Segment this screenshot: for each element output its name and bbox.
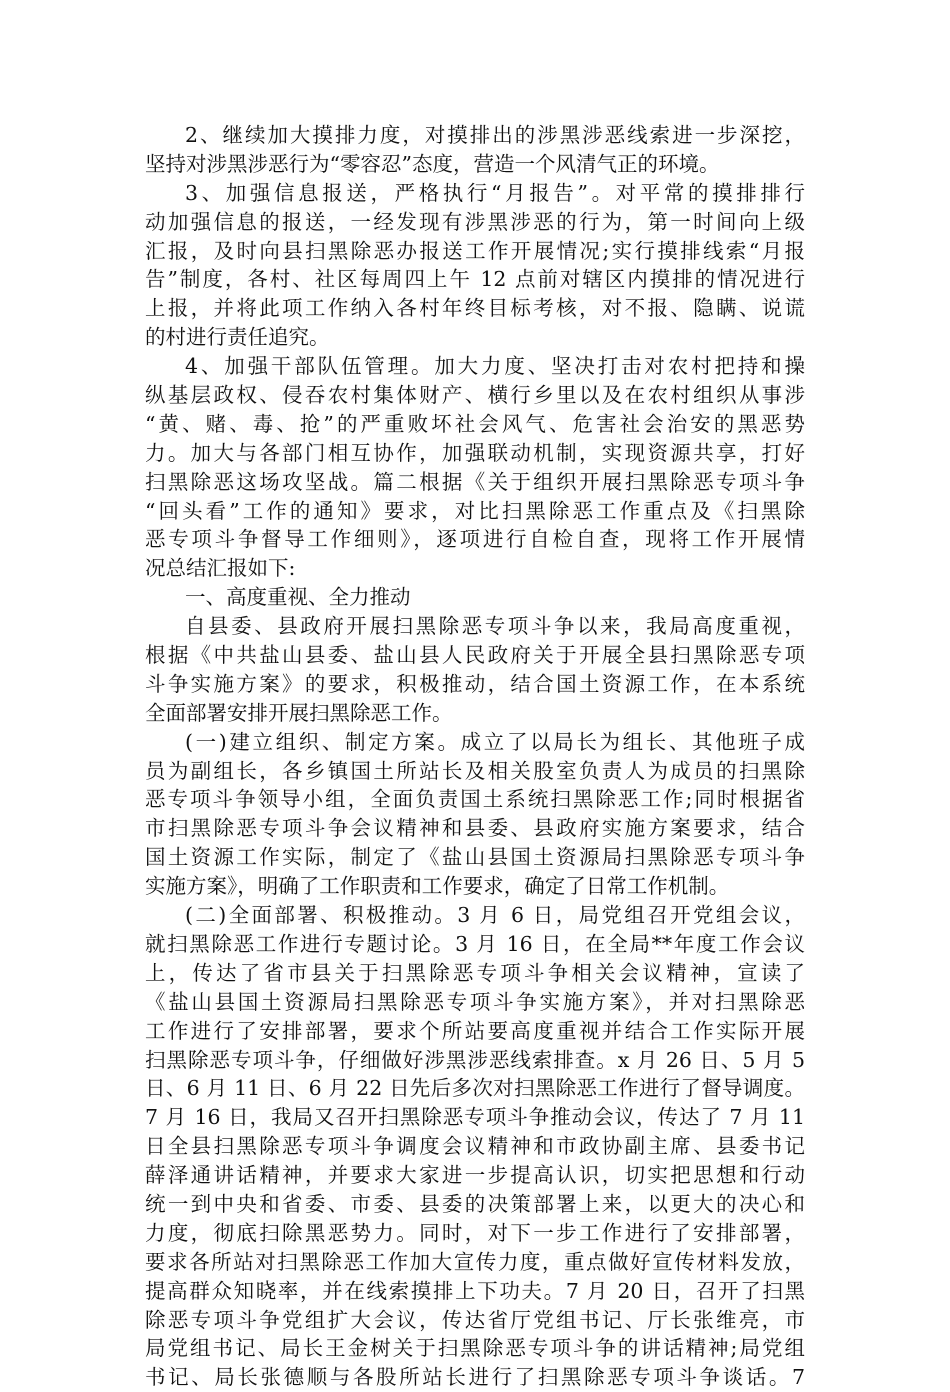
text-line: 纵基层政权、侵吞农村集体财产、横行乡里以及在农村组织从事涉 — [145, 383, 805, 408]
text-line: 恶专项斗争领导小组，全面负责国土系统扫黑除恶工作;同时根据省 — [145, 787, 805, 812]
text-line: 日全县扫黑除恶专项斗争调度会议精神和市政协副主席、县委书记 — [145, 1134, 805, 1159]
text-line: 根据《中共盐山县委、盐山县人民政府关于开展全县扫黑除恶专项 — [145, 643, 805, 668]
text-line: 日、6 月 11 日、6 月 22 日先后多次对扫黑除恶工作进行了督导调度。 — [145, 1076, 805, 1101]
text-line: 斗争实施方案》的要求，积极推动，结合国土资源工作，在本系统 — [145, 671, 805, 696]
text-line: 扫黑除恶这场攻坚战。篇二根据《关于组织开展扫黑除恶专项斗争 — [145, 469, 805, 494]
text-line: 4、加强干部队伍管理。加大力度、坚决打击对农村把持和操 — [185, 354, 805, 379]
text-line: 书记、局长张德顺与各股所站长进行了扫黑除恶专项斗争谈话。7 — [145, 1365, 805, 1390]
text-line: “黄、赌、毒、抢”的严重败坏社会风气、危害社会治安的黑恶势 — [145, 411, 805, 436]
text-line: 自县委、县政府开展扫黑除恶专项斗争以来，我局高度重视， — [185, 614, 805, 639]
text-line: 扫黑除恶专项斗争，仔细做好涉黑涉恶线索排查。x 月 26 日、5 月 5 — [145, 1047, 805, 1072]
text-line: “回头看”工作的通知》要求，对比扫黑除恶工作重点及《扫黑除 — [145, 498, 805, 523]
text-line: 况总结汇报如下: — [145, 556, 296, 581]
text-line: 工作进行了安排部署，要求个所站要高度重视并结合工作实际开展 — [145, 1018, 805, 1043]
text-line: 力。加大与各部门相互协作，加强联动机制，实现资源共享，打好 — [145, 440, 805, 465]
text-line: 上报，并将此项工作纳入各村年终目标考核，对不报、隐瞒、说谎 — [145, 296, 805, 321]
text-line: 上，传达了省市县关于扫黑除恶专项斗争相关会议精神，宣读了 — [145, 960, 805, 985]
text-line: 《盐山县国土资源局扫黑除恶专项斗争实施方案》，并对扫黑除恶 — [145, 989, 805, 1014]
text-line: 市扫黑除恶专项斗争会议精神和县委、县政府实施方案要求，结合 — [145, 816, 805, 841]
text-line: 国土资源工作实际，制定了《盐山县国土资源局扫黑除恶专项斗争 — [145, 845, 805, 870]
text-line: 实施方案》，明确了工作职责和工作要求，确定了日常工作机制。 — [145, 874, 730, 899]
text-line: 除恶专项斗争党组扩大会议，传达省厅党组书记、厅长张维亮，市 — [145, 1307, 805, 1332]
text-line: 告”制度，各村、社区每周四上午 12 点前对辖区内摸排的情况进行 — [145, 267, 805, 292]
text-line: 薛泽通讲话精神，并要求大家进一步提高认识，切实把思想和行动 — [145, 1163, 805, 1188]
text-line: 局党组书记、局长王金树关于扫黑除恶专项斗争的讲话精神;局党组 — [145, 1336, 805, 1361]
text-line: 坚持对涉黑涉恶行为“零容忍”态度，营造一个风清气正的环境。 — [145, 151, 720, 176]
text-line: 2、继续加大摸排力度，对摸排出的涉黑涉恶线索进一步深挖， — [185, 123, 805, 147]
text-line: 提高群众知晓率，并在线索摸排上下功夫。7 月 20 日，召开了扫黑 — [145, 1278, 805, 1303]
text-line: (一)建立组织、制定方案。成立了以局长为组长、其他班子成 — [185, 729, 805, 754]
text-line: 恶专项斗争督导工作细则》，逐项进行自检自查，现将工作开展情 — [145, 527, 805, 552]
text-line: 动加强信息的报送，一经发现有涉黑涉恶的行为，第一时间向上级 — [145, 209, 805, 234]
text-line: 一、高度重视、全力推动 — [185, 585, 411, 610]
text-line: 7 月 16 日，我局又召开扫黑除恶专项斗争推动会议，传达了 7 月 11 — [145, 1105, 805, 1130]
text-line: 全面部署安排开展扫黑除恶工作。 — [145, 700, 453, 725]
text-line: (二)全面部署、积极推动。3 月 6 日，局党组召开党组会议， — [185, 903, 805, 928]
text-line: 3、加强信息报送，严格执行“月报告”。对平常的摸排排行 — [185, 180, 805, 205]
text-line: 力度，彻底扫除黑恶势力。同时，对下一步工作进行了安排部署， — [145, 1220, 805, 1245]
text-line: 要求各所站对扫黑除恶工作加大宣传力度，重点做好宣传材料发放， — [145, 1249, 805, 1274]
text-line: 员为副组长，各乡镇国土所站长及相关股室负责人为成员的扫黑除 — [145, 758, 805, 783]
text-line: 汇报，及时向县扫黑除恶办报送工作开展情况;实行摸排线索“月报 — [145, 238, 805, 263]
text-line: 就扫黑除恶工作进行专题讨论。3 月 16 日，在全局**年度工作会议 — [145, 931, 805, 956]
text-line: 统一到中央和省委、市委、县委的决策部署上来，以更大的决心和 — [145, 1191, 805, 1216]
text-line: 的村进行责任追究。 — [145, 325, 330, 350]
document-body — [145, 121, 805, 1392]
